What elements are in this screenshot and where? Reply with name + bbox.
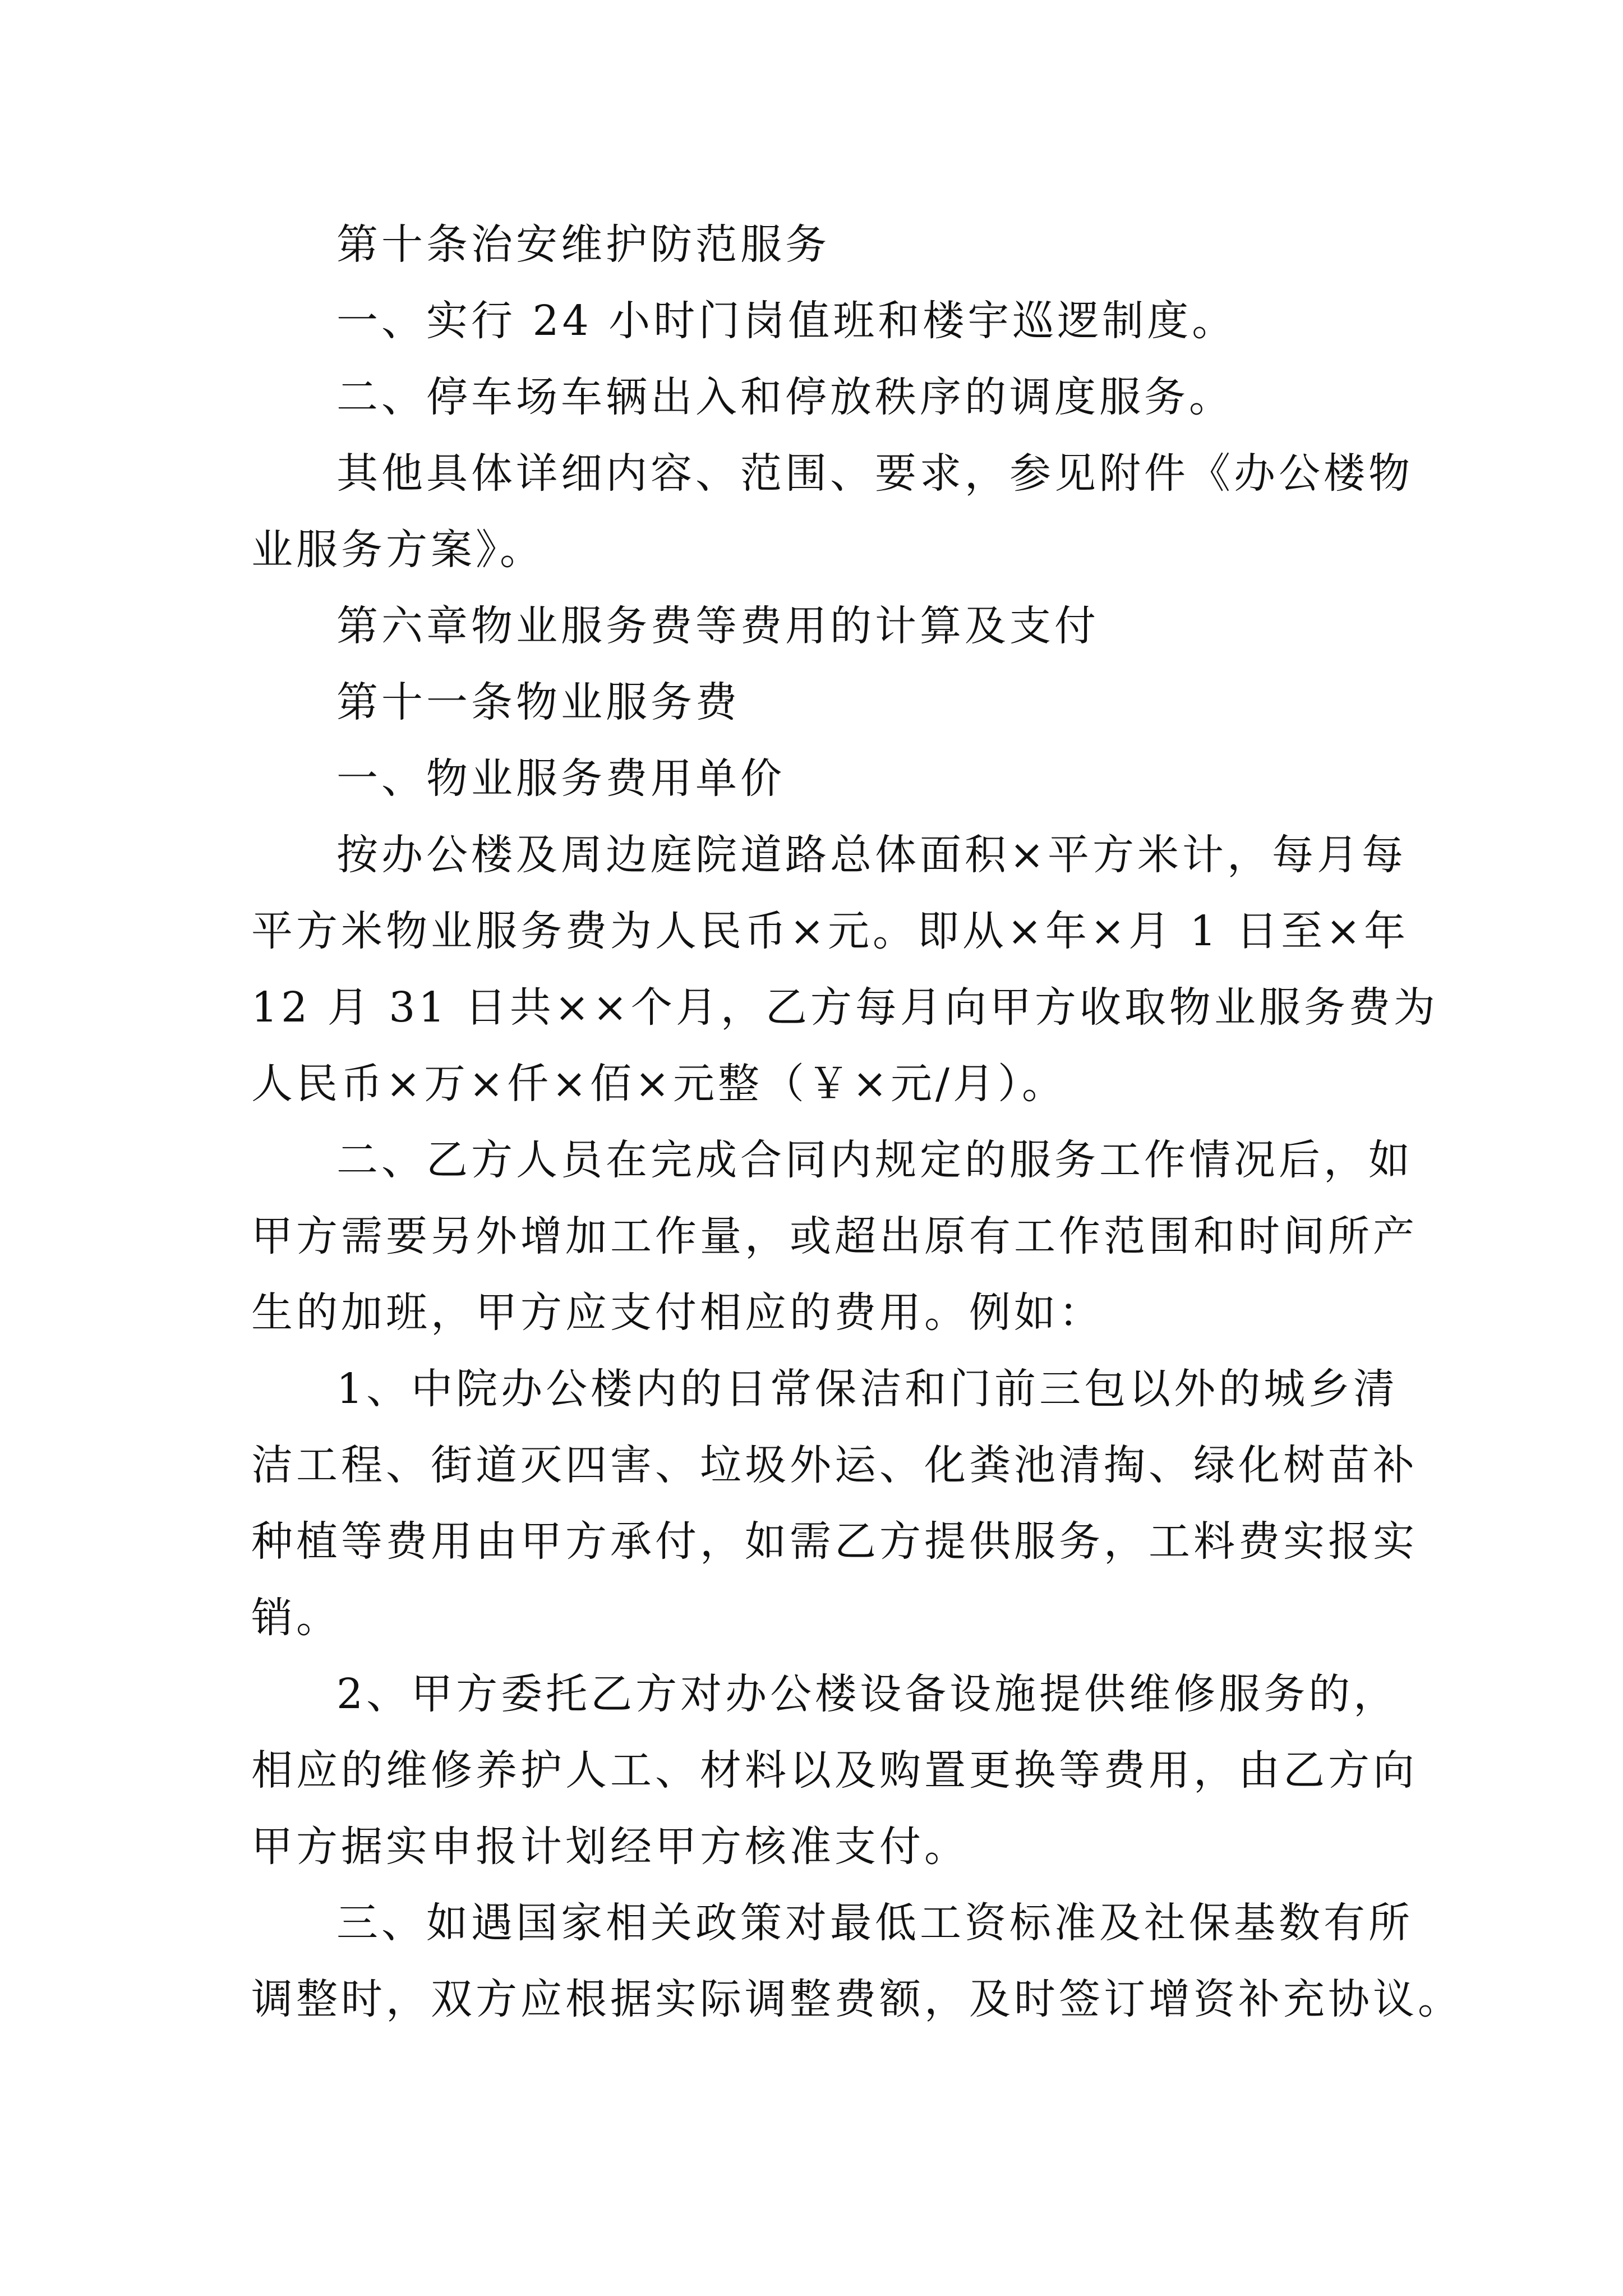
article-11-heading: 第十一条物业服务费	[336, 678, 740, 726]
paragraph-line: 洁工程、街道灭四害、垃圾外运、化粪池清掏、绿化树苗补	[251, 1441, 1418, 1489]
paragraph-line: 人民币×万×仟×佰×元整（￥×元/月）。	[251, 1060, 1067, 1108]
paragraph-line: 一、物业服务费用单价	[336, 754, 785, 803]
paragraph-line: 销。	[251, 1594, 341, 1642]
paragraph-line: 三、如遇国家相关政策对最低工资标准及社保基数有所	[336, 1899, 1413, 1947]
paragraph-line: 2、甲方委托乙方对办公楼设备设施提供维修服务的，	[336, 1670, 1399, 1718]
paragraph-line: 一、实行 24 小时门岗值班和楼宇巡逻制度。	[336, 297, 1237, 345]
article-10-heading: 第十条治安维护防范服务	[336, 220, 830, 269]
paragraph-line: 甲方需要另外增加工作量，或超出原有工作范围和时间所产	[251, 1212, 1418, 1260]
paragraph-line: 1、中院办公楼内的日常保洁和门前三包以外的城乡清	[336, 1365, 1399, 1413]
paragraph-line: 种植等费用由甲方承付，如需乙方提供服务，工料费实报实	[251, 1517, 1418, 1566]
document-page	[251, 206, 1463, 2037]
chapter-6-heading: 第六章物业服务费等费用的计算及支付	[336, 602, 1099, 650]
paragraph-line: 生的加班，甲方应支付相应的费用。例如：	[251, 1289, 1104, 1337]
paragraph-line: 业服务方案》。	[251, 526, 545, 574]
paragraph-line: 按办公楼及周边庭院道路总体面积×平方米计，每月每	[336, 831, 1407, 879]
paragraph-line: 甲方据实申报计划经甲方核准支付。	[251, 1823, 969, 1871]
paragraph-line: 12 月 31 日共××个月，乙方每月向甲方收取物业服务费为	[251, 983, 1438, 1032]
paragraph-line: 二、乙方人员在完成合同内规定的服务工作情况后，如	[336, 1136, 1413, 1184]
paragraph-line: 二、停车场车辆出入和停放秩序的调度服务。	[336, 373, 1234, 421]
paragraph-line: 平方米物业服务费为人民币×元。即从×年×月 1 日至×年	[251, 907, 1409, 955]
paragraph-line: 相应的维修养护人工、材料以及购置更换等费用，由乙方向	[251, 1746, 1418, 1795]
paragraph-line: 调整时，双方应根据实际调整费额，及时签订增资补充协议。	[251, 1975, 1463, 2023]
paragraph-line: 其他具体详细内容、范围、要求，参见附件《办公楼物	[336, 449, 1413, 498]
